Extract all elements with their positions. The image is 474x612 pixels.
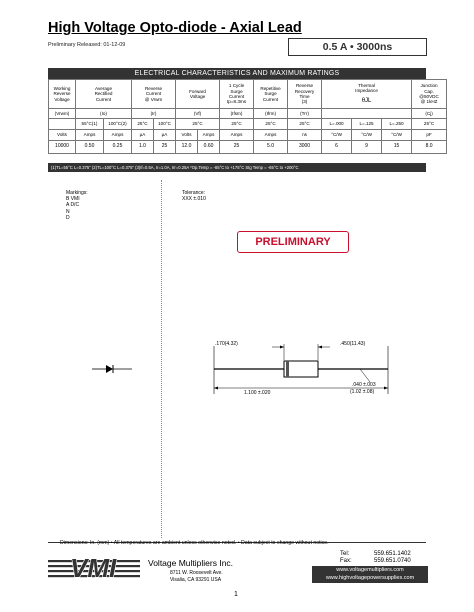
value-cell: 12.0: [176, 141, 198, 154]
unit-cell: Volts: [49, 130, 76, 141]
rating-box: 0.5 A • 3000ns: [288, 38, 427, 56]
table-title: ELECTRICAL CHARACTERISTICS AND MAXIMUM RATINGS: [48, 68, 426, 79]
markings-line: A D/C: [66, 202, 80, 209]
unit-cell: °C/W: [382, 130, 412, 141]
tel-number: 559.651.1402: [374, 551, 411, 557]
sym-cell: (Vrwm): [49, 109, 76, 119]
cond-cell: 25°C: [288, 119, 322, 130]
unit-cell: µA: [154, 130, 176, 141]
unit-cell: Amps: [76, 130, 104, 141]
value-cell: 9: [352, 141, 382, 154]
markings-line: B VMI: [66, 196, 80, 203]
unit-cell: µA: [132, 130, 154, 141]
header-thermal: [322, 80, 412, 109]
cond-cell: 25°C: [176, 119, 220, 130]
website-link[interactable]: www.highvoltagepowersupplies.com: [325, 574, 415, 581]
value-cell: 0.50: [76, 141, 104, 154]
dim-lead-length: 1.100 ±.020: [244, 390, 271, 396]
markings-line: D: [66, 214, 70, 221]
hdr-text: 1 Cycle Surge Current tp=8.3ms: [227, 83, 247, 105]
table-header-row: [49, 80, 447, 109]
column-divider: [161, 180, 162, 538]
address-line: Visalia, CA 93291 USA: [170, 576, 222, 583]
hdr-text: Thermal Impedance: [355, 82, 378, 93]
cond-cell: 100°C: [154, 119, 176, 130]
release-date: Preliminary Released: 01-12-09: [48, 42, 126, 48]
cond-cell: 25°C: [132, 119, 154, 130]
header-ifsm: [220, 80, 254, 109]
website-link[interactable]: www.voltagemultipliers.com: [336, 567, 404, 573]
cond-cell: 55°C(1): [76, 119, 104, 130]
tel-label: Tel:: [340, 551, 350, 557]
contact-block: [340, 551, 411, 565]
header-vrwm: [49, 80, 76, 109]
tolerance-label: Tolerance:: [182, 190, 206, 196]
address-line: 8711 W. Roosevelt Ave.: [170, 570, 223, 576]
diode-symbol-icon: [92, 362, 134, 376]
hdr-text: Reverse Recovery Time (3): [294, 83, 315, 105]
value-cell: 6: [322, 141, 352, 154]
header-ifrm: [254, 80, 288, 109]
table-condition-row: [49, 119, 447, 130]
unit-cell: ns: [288, 130, 322, 141]
dim-body-length: .170(4.32): [215, 341, 238, 347]
header-vf: [176, 80, 220, 109]
company-logo: [48, 550, 140, 580]
page-number: 1: [234, 591, 238, 598]
sym-cell: (Io): [76, 109, 132, 119]
sym-cell: (Ifrm): [254, 109, 288, 119]
company-address: [170, 570, 223, 583]
value-cell: 0.60: [198, 141, 220, 154]
table-values-row: [49, 141, 447, 154]
hdr-text: Average Rectified Current: [94, 86, 113, 102]
tolerance-block: [182, 190, 206, 202]
footer-note: Dimensions: In. (mm) • All temperatures are ambient unless otherwise noted. • Data subject to change without notice.: [60, 540, 329, 546]
cond-cell: L=.000: [322, 119, 352, 130]
table-units-row: [49, 130, 447, 141]
theta-symbol: θJL: [361, 98, 372, 105]
cond-cell: 100°C(2): [104, 119, 132, 130]
tolerance-value: XXX ±.010: [182, 196, 206, 203]
sym-cell: [322, 109, 412, 119]
unit-cell: Volts: [176, 130, 198, 141]
value-cell: 25: [154, 141, 176, 154]
value-cell: 5.0: [254, 141, 288, 154]
header-trr: [288, 80, 322, 109]
cond-cell: 25°C: [412, 119, 447, 130]
sym-cell: (Vf): [176, 109, 220, 119]
hdr-text: Working Reverse Voltage: [53, 86, 71, 102]
sym-cell: (Ir): [132, 109, 176, 119]
cond-cell: L=.125: [352, 119, 382, 130]
value-cell: 25: [220, 141, 254, 154]
hdr-text: Repetitive Surge Current: [260, 86, 281, 102]
preliminary-stamp: PRELIMINARY: [237, 231, 349, 253]
unit-cell: Amps: [220, 130, 254, 141]
unit-cell: °C/W: [322, 130, 352, 141]
dim-lead-diameter-mm: (1.02 ±.08): [350, 389, 375, 395]
cond-cell: L=.250: [382, 119, 412, 130]
markings-line: N: [66, 208, 70, 215]
unit-cell: pF: [412, 130, 447, 141]
sym-cell: (Trr): [288, 109, 322, 119]
unit-cell: Amps: [254, 130, 288, 141]
unit-cell: °C/W: [352, 130, 382, 141]
vmi-logo-icon: [48, 550, 140, 580]
value-cell: 10000: [49, 141, 76, 154]
table-notes: (1)TL=55°C L=0.375" (2)TL=100°C L=0.375" (3)If=0.5A, Ir=1.0A, Irr=0.25A *Op.Temp = -65°C to +175°C Stg Temp = -65°C to +200°C: [48, 163, 426, 172]
sym-cell: (Cj): [412, 109, 447, 119]
value-cell: 8.0: [412, 141, 447, 154]
logo-text: VMI: [70, 553, 117, 580]
spec-table: [48, 79, 447, 154]
cond-cell: 25°C: [220, 119, 254, 130]
header-io: [76, 80, 132, 109]
unit-cell: Amps: [198, 130, 220, 141]
sym-cell: (Ifsm): [220, 109, 254, 119]
value-cell: 3000: [288, 141, 322, 154]
value-cell: 1.0: [132, 141, 154, 154]
company-name: Voltage Multipliers Inc.: [148, 558, 234, 568]
unit-cell: Amps: [104, 130, 132, 141]
hdr-text: Reverse Current @ Vrwm: [144, 86, 163, 102]
dim-body-diameter: .450(11.43): [340, 341, 366, 347]
header-cj: [412, 80, 447, 109]
fax-label: Fax:: [340, 558, 352, 564]
dim-lead-diameter: .040 ±.003: [352, 382, 376, 388]
page-title: High Voltage Opto-diode - Axial Lead: [48, 20, 302, 36]
header-ir: [132, 80, 176, 109]
web-links: [312, 566, 428, 583]
markings-label: Markings:: [66, 190, 88, 196]
value-cell: 15: [382, 141, 412, 154]
hdr-text: Junction Cap. @50VDC @ 1kHZ: [419, 83, 439, 105]
fax-number: 559.651.0740: [374, 558, 411, 564]
cond-cell: [49, 119, 76, 130]
table-symbol-row: [49, 109, 447, 119]
hdr-text: Forward Voltage: [189, 88, 206, 99]
value-cell: 0.25: [104, 141, 132, 154]
markings-block: [66, 190, 88, 221]
cond-cell: 25°C: [254, 119, 288, 130]
